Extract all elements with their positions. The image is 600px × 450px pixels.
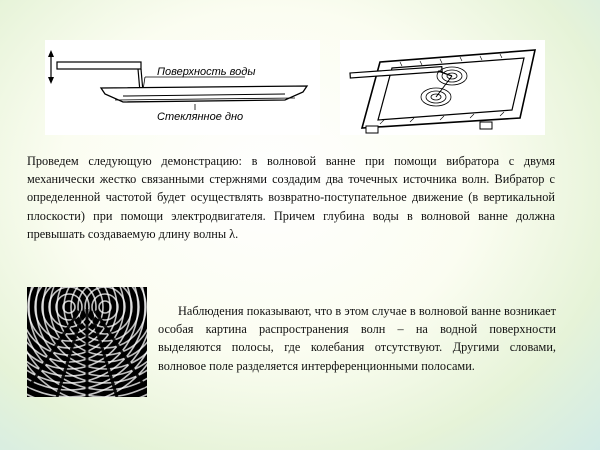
paragraph-demonstration: Проведем следующую демонстрацию: в волновой ванне при помощи вибратора с двумя механически жестко связанными стержнями создадим два точечных источника волн. Вибратор с определенной частотой будет осуществлять возвратно-поступательное движение (в вертикальной плоскости) при помощи электродвигателя. Причем глубина воды в волновой ванне должна превышать создаваемую длину волны λ.: [27, 154, 555, 241]
label-glass-bottom: Стеклянное дно: [157, 111, 244, 123]
interference-pattern-photo: [27, 287, 147, 397]
wave-tank-perspective-figure: [340, 40, 545, 135]
wave-tank-perspective-drawing: [340, 40, 545, 135]
label-water-surface: Поверхность воды: [157, 66, 256, 78]
wave-tank-side-view-figure: [45, 40, 320, 135]
paragraph-observation: Наблюдения показывают, что в этом случае в волновой ванне возникает особая картина распространения волн – на водной поверхности выделяются полосы, где колебания отсутствуют. Другими словами, волновое поле разделяется интерференционными полосами.: [158, 304, 556, 373]
interference-pattern-drawing: [27, 287, 147, 397]
wave-tank-side-view-drawing: [45, 40, 320, 135]
